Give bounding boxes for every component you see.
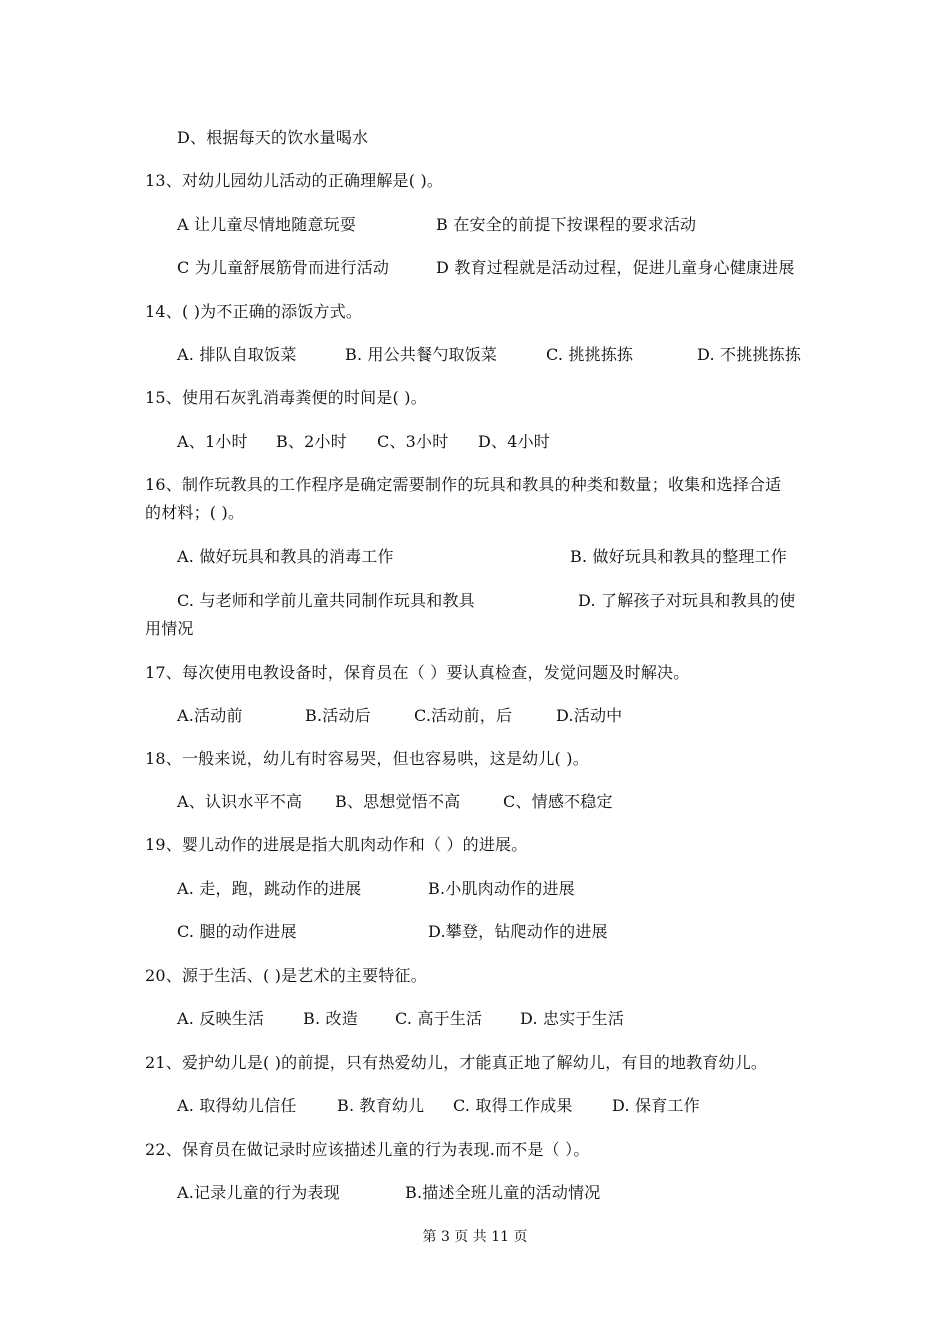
q21-option-d: D. 保育工作 bbox=[612, 1096, 700, 1115]
q16-option-a: A. 做好玩具和教具的消毒工作 bbox=[177, 547, 394, 566]
q18-option-a: A、认识水平不高 bbox=[177, 792, 303, 811]
q16-option-b: B. 做好玩具和教具的整理工作 bbox=[570, 547, 787, 566]
question-16-continued: 的材料；( )。 bbox=[145, 503, 245, 522]
q22-option-b: B.描述全班儿童的活动情况 bbox=[405, 1183, 601, 1202]
q22-option-a: A.记录儿童的行为表现 bbox=[177, 1183, 340, 1202]
q12-option-d: D、根据每天的饮水量喝水 bbox=[177, 128, 369, 147]
q19-option-c: C. 腿的动作进展 bbox=[177, 922, 297, 941]
q15-option-c: C、3小时 bbox=[377, 432, 449, 451]
question-21: 21、爱护幼儿是( )的前提，只有热爱幼儿，才能真正地了解幼儿，有目的地教育幼儿。 bbox=[145, 1053, 768, 1072]
q18-option-b: B、思想觉悟不高 bbox=[335, 792, 461, 811]
q17-option-a: A.活动前 bbox=[177, 706, 243, 725]
q14-option-b: B. 用公共餐勺取饭菜 bbox=[345, 345, 498, 364]
question-22: 22、保育员在做记录时应该描述儿童的行为表现.而不是（ ）。 bbox=[145, 1140, 590, 1159]
q20-option-d: D. 忠实于生活 bbox=[520, 1009, 625, 1028]
q16-option-c: C. 与老师和学前儿童共同制作玩具和教具 bbox=[177, 591, 475, 610]
q18-option-c: C、情感不稳定 bbox=[503, 792, 613, 811]
q13-option-c: C 为儿童舒展筋骨而进行活动 bbox=[177, 258, 390, 277]
q13-option-d: D 教育过程就是活动过程，促进儿童身心健康进展 bbox=[436, 258, 795, 277]
q19-option-b: B.小肌肉动作的进展 bbox=[428, 879, 575, 898]
q17-option-c: C.活动前，后 bbox=[414, 706, 513, 725]
q17-option-d: D.活动中 bbox=[556, 706, 623, 725]
q20-option-b: B. 改造 bbox=[303, 1009, 358, 1028]
q16-option-d: D. 了解孩子对玩具和教具的使 bbox=[578, 591, 796, 610]
q21-option-b: B. 教育幼儿 bbox=[337, 1096, 425, 1115]
q14-option-c: C. 挑挑拣拣 bbox=[546, 345, 634, 364]
q17-option-b: B.活动后 bbox=[305, 706, 371, 725]
page-number-footer: 第 3 页 共 11 页 bbox=[422, 1229, 528, 1245]
q19-option-a: A. 走，跑，跳动作的进展 bbox=[177, 879, 362, 898]
q15-option-b: B、2小时 bbox=[276, 432, 347, 451]
question-16: 16、制作玩教具的工作程序是确定需要制作的玩具和教具的种类和数量；收集和选择合适 bbox=[145, 475, 782, 494]
q13-option-b: B 在安全的前提下按课程的要求活动 bbox=[436, 215, 697, 234]
q15-option-d: D、4小时 bbox=[478, 432, 551, 451]
q13-option-a: A 让儿童尽情地随意玩耍 bbox=[177, 215, 357, 234]
q21-option-c: C. 取得工作成果 bbox=[453, 1096, 573, 1115]
question-17: 17、每次使用电教设备时，保育员在（ ）要认真检查，发觉问题及时解决。 bbox=[145, 663, 690, 682]
question-15: 15、使用石灰乳消毒粪便的时间是( )。 bbox=[145, 388, 427, 407]
q15-option-a: A、1小时 bbox=[177, 432, 248, 451]
question-14: 14、( )为不正确的添饭方式。 bbox=[145, 302, 363, 321]
question-18: 18、一般来说，幼儿有时容易哭，但也容易哄，这是幼儿( )。 bbox=[145, 749, 589, 768]
q20-option-a: A. 反映生活 bbox=[177, 1009, 265, 1028]
q14-option-a: A. 排队自取饭菜 bbox=[177, 345, 297, 364]
question-13: 13、对幼儿园幼儿活动的正确理解是( )。 bbox=[145, 171, 444, 190]
question-19: 19、婴儿动作的进展是指大肌肉动作和（ ）的进展。 bbox=[145, 835, 528, 854]
q19-option-d: D.攀登，钻爬动作的进展 bbox=[428, 922, 608, 941]
q14-option-d: D. 不挑挑拣拣 bbox=[697, 345, 802, 364]
question-20: 20、源于生活、( )是艺术的主要特征。 bbox=[145, 966, 427, 985]
q21-option-a: A. 取得幼儿信任 bbox=[177, 1096, 297, 1115]
q16-option-d-continued: 用情况 bbox=[145, 619, 194, 638]
q20-option-c: C. 高于生活 bbox=[395, 1009, 483, 1028]
